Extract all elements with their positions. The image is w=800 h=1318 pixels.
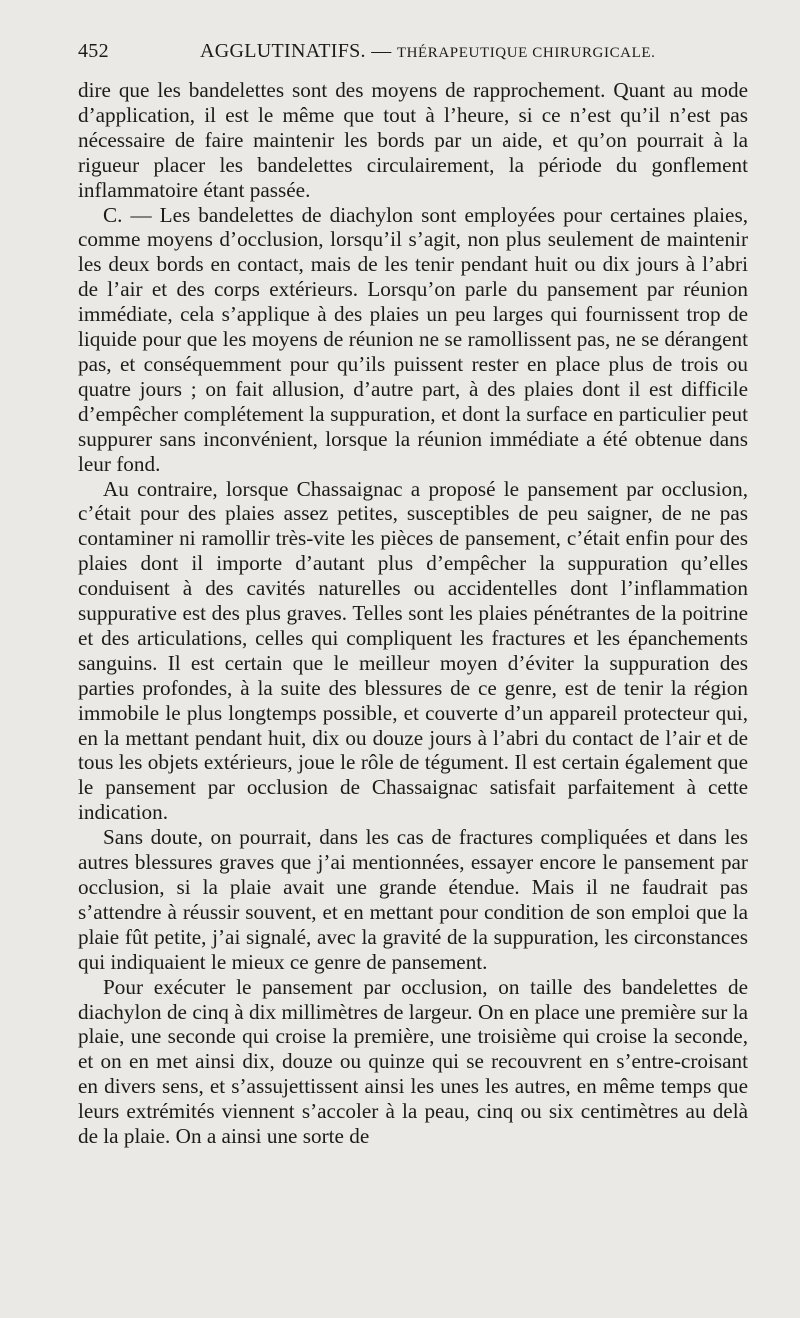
page-body [78,78,748,1149]
paragraph-section-c: C. — Les bandelettes de diachylon sont employées pour certaines plaies, comme moyens d’occlusion, lorsqu’il s’agit, non plus seulement de maintenir les deux bords en contact, mais de les tenir pendant huit ou dix jours à l’abri de l’air et des corps extérieurs. Lorsqu’on parle du pansement par réunion immédiate, cela s’applique à des plaies un peu larges qui fournissent trop de liquide pour que les moyens de réunion ne se ramollissent pas, ne se dérangent pas, et conséquemment pour qu’ils puissent rester en place plus de trois ou quatre jours ; on fait allusion, d’autre part, à des plaies dont il est difficile d’empêcher complétement la suppuration, et dont la surface en particulier peut suppurer sans inconvénient, lorsque la réunion immédiate a été obtenue dans leur fond. [78,202,748,476]
paragraph-continued: dire que les bandelettes sont des moyens de rapprochement. Quant au mode d’application, il est le même que tout à l’heure, si ce n’est qu’il n’est pas nécessaire de faire maintenir les bords par un aide, et qu’on pourrait à la rigueur placer les bandelettes circulairement, la période du gonflement inflammatoire étant passée. [78,78,748,202]
header-title: AGGLUTINATIFS. [200,40,366,62]
paragraph-execution: Pour exécuter le pansement par occlusion, on taille des bandelettes de diachylon de cinq à dix millimètres de largeur. On en place une première sur la plaie, une seconde qui croise la première, une troisième qui croise la seconde, et on en met ainsi dix, douze ou quinze qui se recouvrent en s’entre-croisant en divers sens, et s’assujettissent ainsi les unes les autres, en même temps que leurs extrémités viennent s’accoler à la peau, cinq ou six centimètres au delà de la plaie. On a ainsi une sorte de [78,974,748,1149]
header-subtitle: THÉRAPEUTIQUE CHIRURGICALE. [396,45,656,61]
paragraph-chassaignac: Au contraire, lorsque Chassaignac a proposé le pansement par occlusion, c’était pour des plaies assez petites, susceptibles de peu saigner, de ne pas contaminer ni ramollir très-vite les pièces de pansement, c’était enfin pour des plaies dont il importe d’autant plus d’empêcher la suppuration qu’elles conduisent à des cavités naturelles ou accidentelles dont l’inflammation suppurative est des plus graves. Telles sont les plaies pénétrantes de la poitrine et des articulations, celles qui compliquent les fractures et les épanchements sanguins. Il est certain que le meilleur moyen d’éviter la suppuration des parties profondes, à la suite des blessures de ce genre, est de tenir la région immobile le plus longtemps possible, et couverte d’un appareil protecteur qui, en la mettant pendant huit, dix ou douze jours à l’abri du contact de l’air et de tous les objets extérieurs, joue le rôle de tégument. Il est certain également que le pansement par occlusion de Chassaignac satisfait parfaitement à cette indication. [78,476,748,825]
page-number: 452 [78,40,109,62]
header-dash: — [371,40,392,62]
paragraph-fractures: Sans doute, on pourrait, dans les cas de fractures compliquées et dans les autres blessures graves que j’ai mentionnées, essayer encore le pansement par occlusion, si la plaie avait une grande étendue. Mais il ne faudrait pas s’attendre à réussir souvent, et en mettant pour condition de son emploi que la plaie fût petite, j’ai signalé, avec la gravité de la suppuration, les circonstances qui indiquaient le mieux ce genre de pansement. [78,825,748,974]
running-title [200,40,656,63]
running-header [78,40,758,70]
